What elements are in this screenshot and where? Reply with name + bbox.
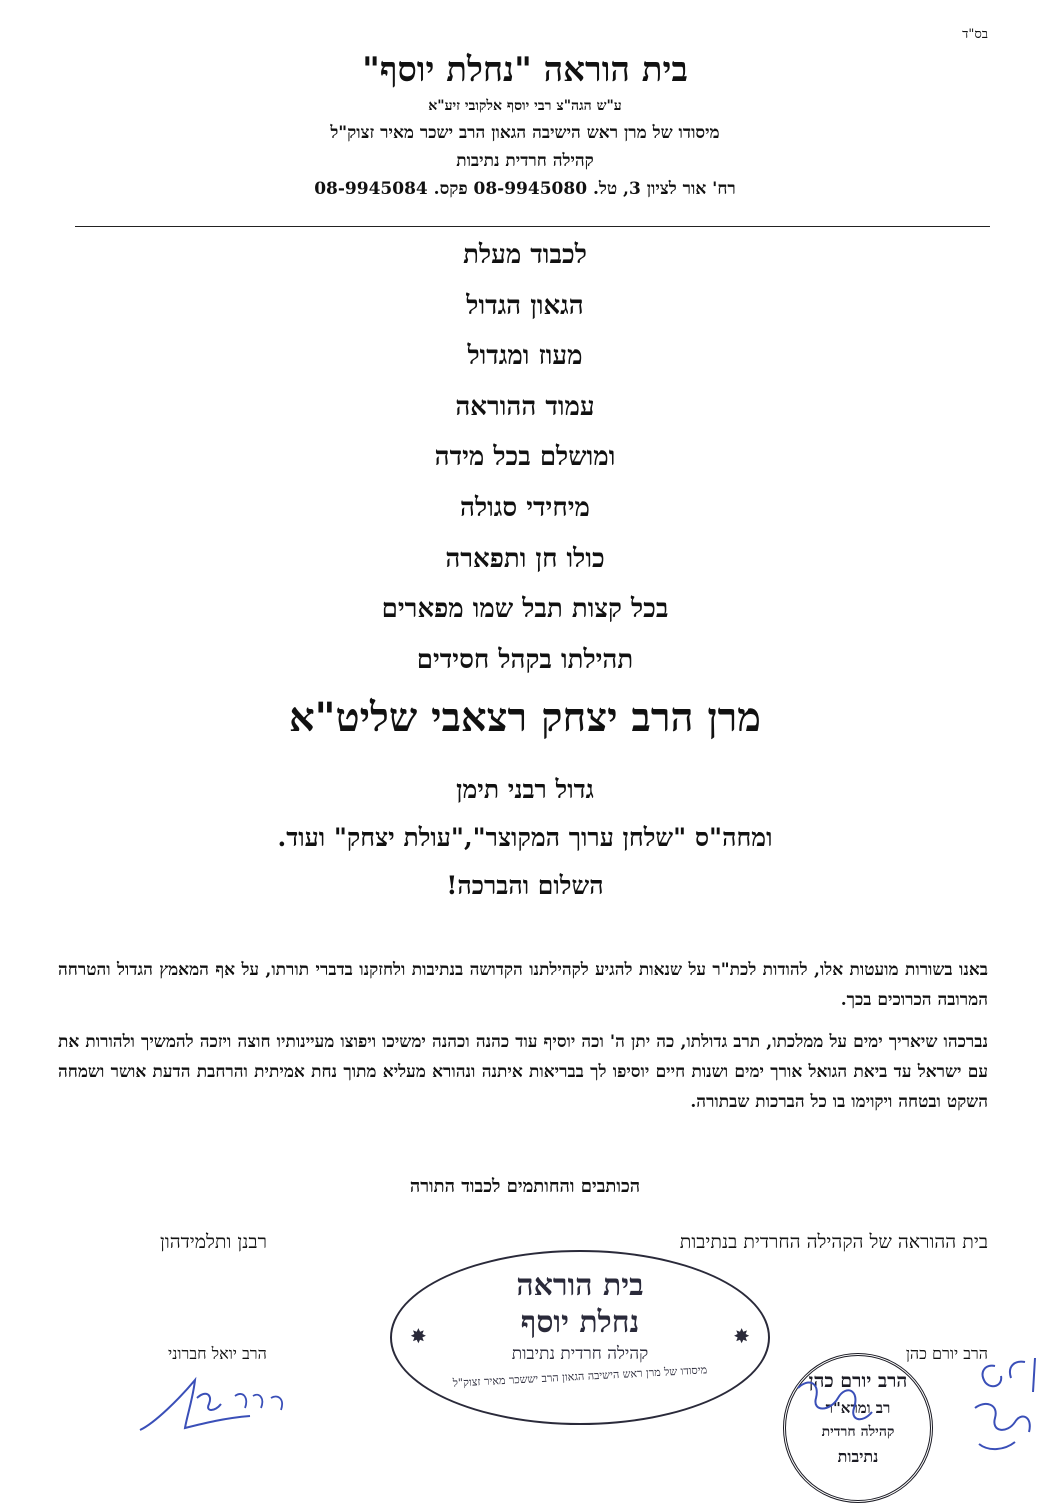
left-handwritten-signature (135, 1368, 305, 1438)
honorific-line: כולו חן ותפארה (445, 543, 605, 574)
rabbanan-label: רבנן ותלמידהון (160, 1231, 267, 1253)
body-paragraph-blessing: נברכהו שיאריך ימים על ממלכתו, תרב גדולתו, כה יתן ה' וכה יוסיף עוד כהנה וכהנה ימשיכו ויפוצו מעיינותיו חוצה ויזכה להמשיך ולהורות את עם ישראל עד ביאת הגואל אורך ימים ושנות חיים יוסיפו לך בבריאות איתנה ונהורא מעליא מתוך נחת אמיתית והרחבת הדעת אושר ושמחה השקט ובטחה ויקוימו בו כל הברכות שבתורה. (58, 1032, 988, 1112)
stamp-line: בית הוראה (516, 1268, 644, 1303)
left-signer-name: הרב יואל חברוני (168, 1344, 267, 1363)
signers-heading: הכותבים והחותמים לכבוד התורה (409, 1176, 641, 1197)
honorific-line: מיחידי סגולה (460, 492, 590, 523)
star-icon: ✸ (410, 1324, 427, 1348)
beit-horaah-oval-stamp (390, 1250, 770, 1425)
honorific-line: תהילתו בקהל חסידים (416, 644, 634, 675)
honorific-line: עמוד ההוראה (455, 391, 595, 422)
stamp-line: קהילה חרדית נתיבות (511, 1344, 649, 1364)
right-handwritten-signature (955, 1352, 1045, 1462)
stamp-line: נתיבות (837, 1447, 879, 1466)
letterhead (0, 48, 1050, 199)
right-signer-name: הרב יורם כהן (905, 1344, 988, 1363)
star-icon: ✸ (733, 1324, 750, 1348)
institution-name: בית הוראה "נחלת יוסף" (362, 50, 688, 90)
honorific-line: בכל קצות תבל שמו מפארים (381, 594, 669, 625)
greeting-line: השלום והברכה! (446, 871, 604, 900)
honorific-line: לכבוד מעלת (463, 240, 587, 270)
address-line: רח' אור לציון 3, טל. 08-9945080 פקס. 08-9945084 (314, 179, 736, 199)
honorific-line: ומושלם בכל מידה (434, 442, 616, 473)
header-divider (75, 226, 990, 227)
title-line: ומחה"ס "שלחן ערוך המקוצר","עולת יצחק" ועוד. (277, 823, 773, 852)
honorific-line: מעוז ומגדול (467, 341, 583, 372)
community-line: קהילה חרדית נתיבות (456, 151, 594, 171)
stamp-signature-scribble (790, 1368, 880, 1438)
stamp-line: נחלת יוסף (520, 1305, 640, 1340)
corner-mark: בס"ד (962, 27, 988, 42)
stamp-line: רב ומרא"ר (825, 1399, 891, 1417)
honorific-line: הגאון הגדול (466, 290, 584, 321)
rabbi-name: מרן הרב יצחק רצאבי שליט"א (289, 694, 761, 741)
honorifics-block (0, 236, 1050, 691)
named-after-line: ע"ש הגה"צ רבי יוסף אלקובי זיע"א (428, 98, 622, 114)
beit-horaah-label: בית ההוראה של הקהילה החרדית בנתיבות (679, 1231, 988, 1253)
founded-by-line: מיסודו של מרן ראש הישיבה הגאון הרב ישכר מאיר זצוק"ל (330, 123, 720, 143)
titles-block (0, 772, 1050, 916)
title-line: גדול רבני תימן (456, 775, 594, 804)
letter-body (58, 955, 988, 1129)
stamp-line: הרב יורם כהן (808, 1370, 908, 1392)
stamp-line: מיסודו של מרן ראש הישיבה הגאון הרב יששכר מאיר זצוק"ל (452, 1363, 708, 1390)
stamp-line: קהילה חרדית (821, 1424, 895, 1440)
body-paragraph-thanks: באנו בשורות מועטות אלו, להודות לכת"ר על שנאות להגיע לקהילתנו הקדושה בנתיבות ולחזקנו בדברי תורתו, על אף המאמץ הגדול והטרחה המרובה הכרוכים בכך. (58, 960, 988, 1010)
